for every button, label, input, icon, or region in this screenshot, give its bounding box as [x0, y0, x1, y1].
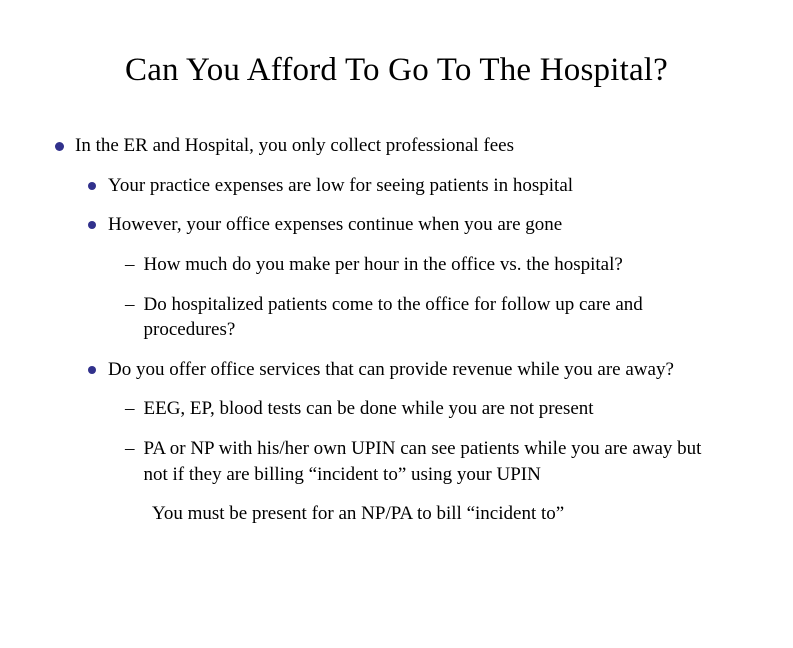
presentation-slide — [0, 52, 793, 648]
bullet-dot-icon — [55, 142, 64, 151]
bullet-item — [0, 133, 793, 159]
bullet-item — [0, 252, 793, 278]
bullet-item — [0, 212, 793, 238]
bullet-text: However, your office expenses continue when you are gone — [108, 214, 563, 236]
dash-icon: – — [125, 293, 135, 315]
bullet-text: Do hospitalized patients come to the office for follow up care and procedures? — [143, 293, 643, 341]
bullet-text: EEG, EP, blood tests can be done while you are not present — [143, 398, 594, 420]
bullet-item — [0, 436, 793, 487]
bullet-dot-icon — [88, 366, 96, 374]
dash-icon: – — [125, 398, 135, 420]
bullet-item — [0, 501, 793, 527]
bullet-text: Your practice expenses are low for seeing patients in hospital — [108, 174, 574, 196]
bullet-item — [0, 292, 793, 343]
bullet-text: In the ER and Hospital, you only collect professional fees — [75, 135, 515, 156]
bullet-text: PA or NP with his/her own UPIN can see patients while you are away but not if they are billing “incident to” using your UPIN — [143, 438, 702, 485]
bullet-item — [0, 396, 793, 422]
bullet-dot-icon — [88, 221, 96, 229]
bullet-text: Do you offer office services that can provide revenue while you are away? — [108, 358, 674, 380]
dash-icon: – — [125, 253, 135, 275]
bullet-text: How much do you make per hour in the office vs. the hospital? — [143, 253, 623, 275]
dash-icon: – — [125, 438, 135, 460]
slide-title: Can You Afford To Go To The Hospital? — [124, 52, 669, 88]
bullet-list — [0, 133, 793, 527]
bullet-item — [0, 173, 793, 199]
bullet-text: You must be present for an NP/PA to bill “incident to” — [152, 503, 565, 525]
bullet-dot-icon — [88, 182, 96, 190]
bullet-item — [0, 357, 793, 383]
